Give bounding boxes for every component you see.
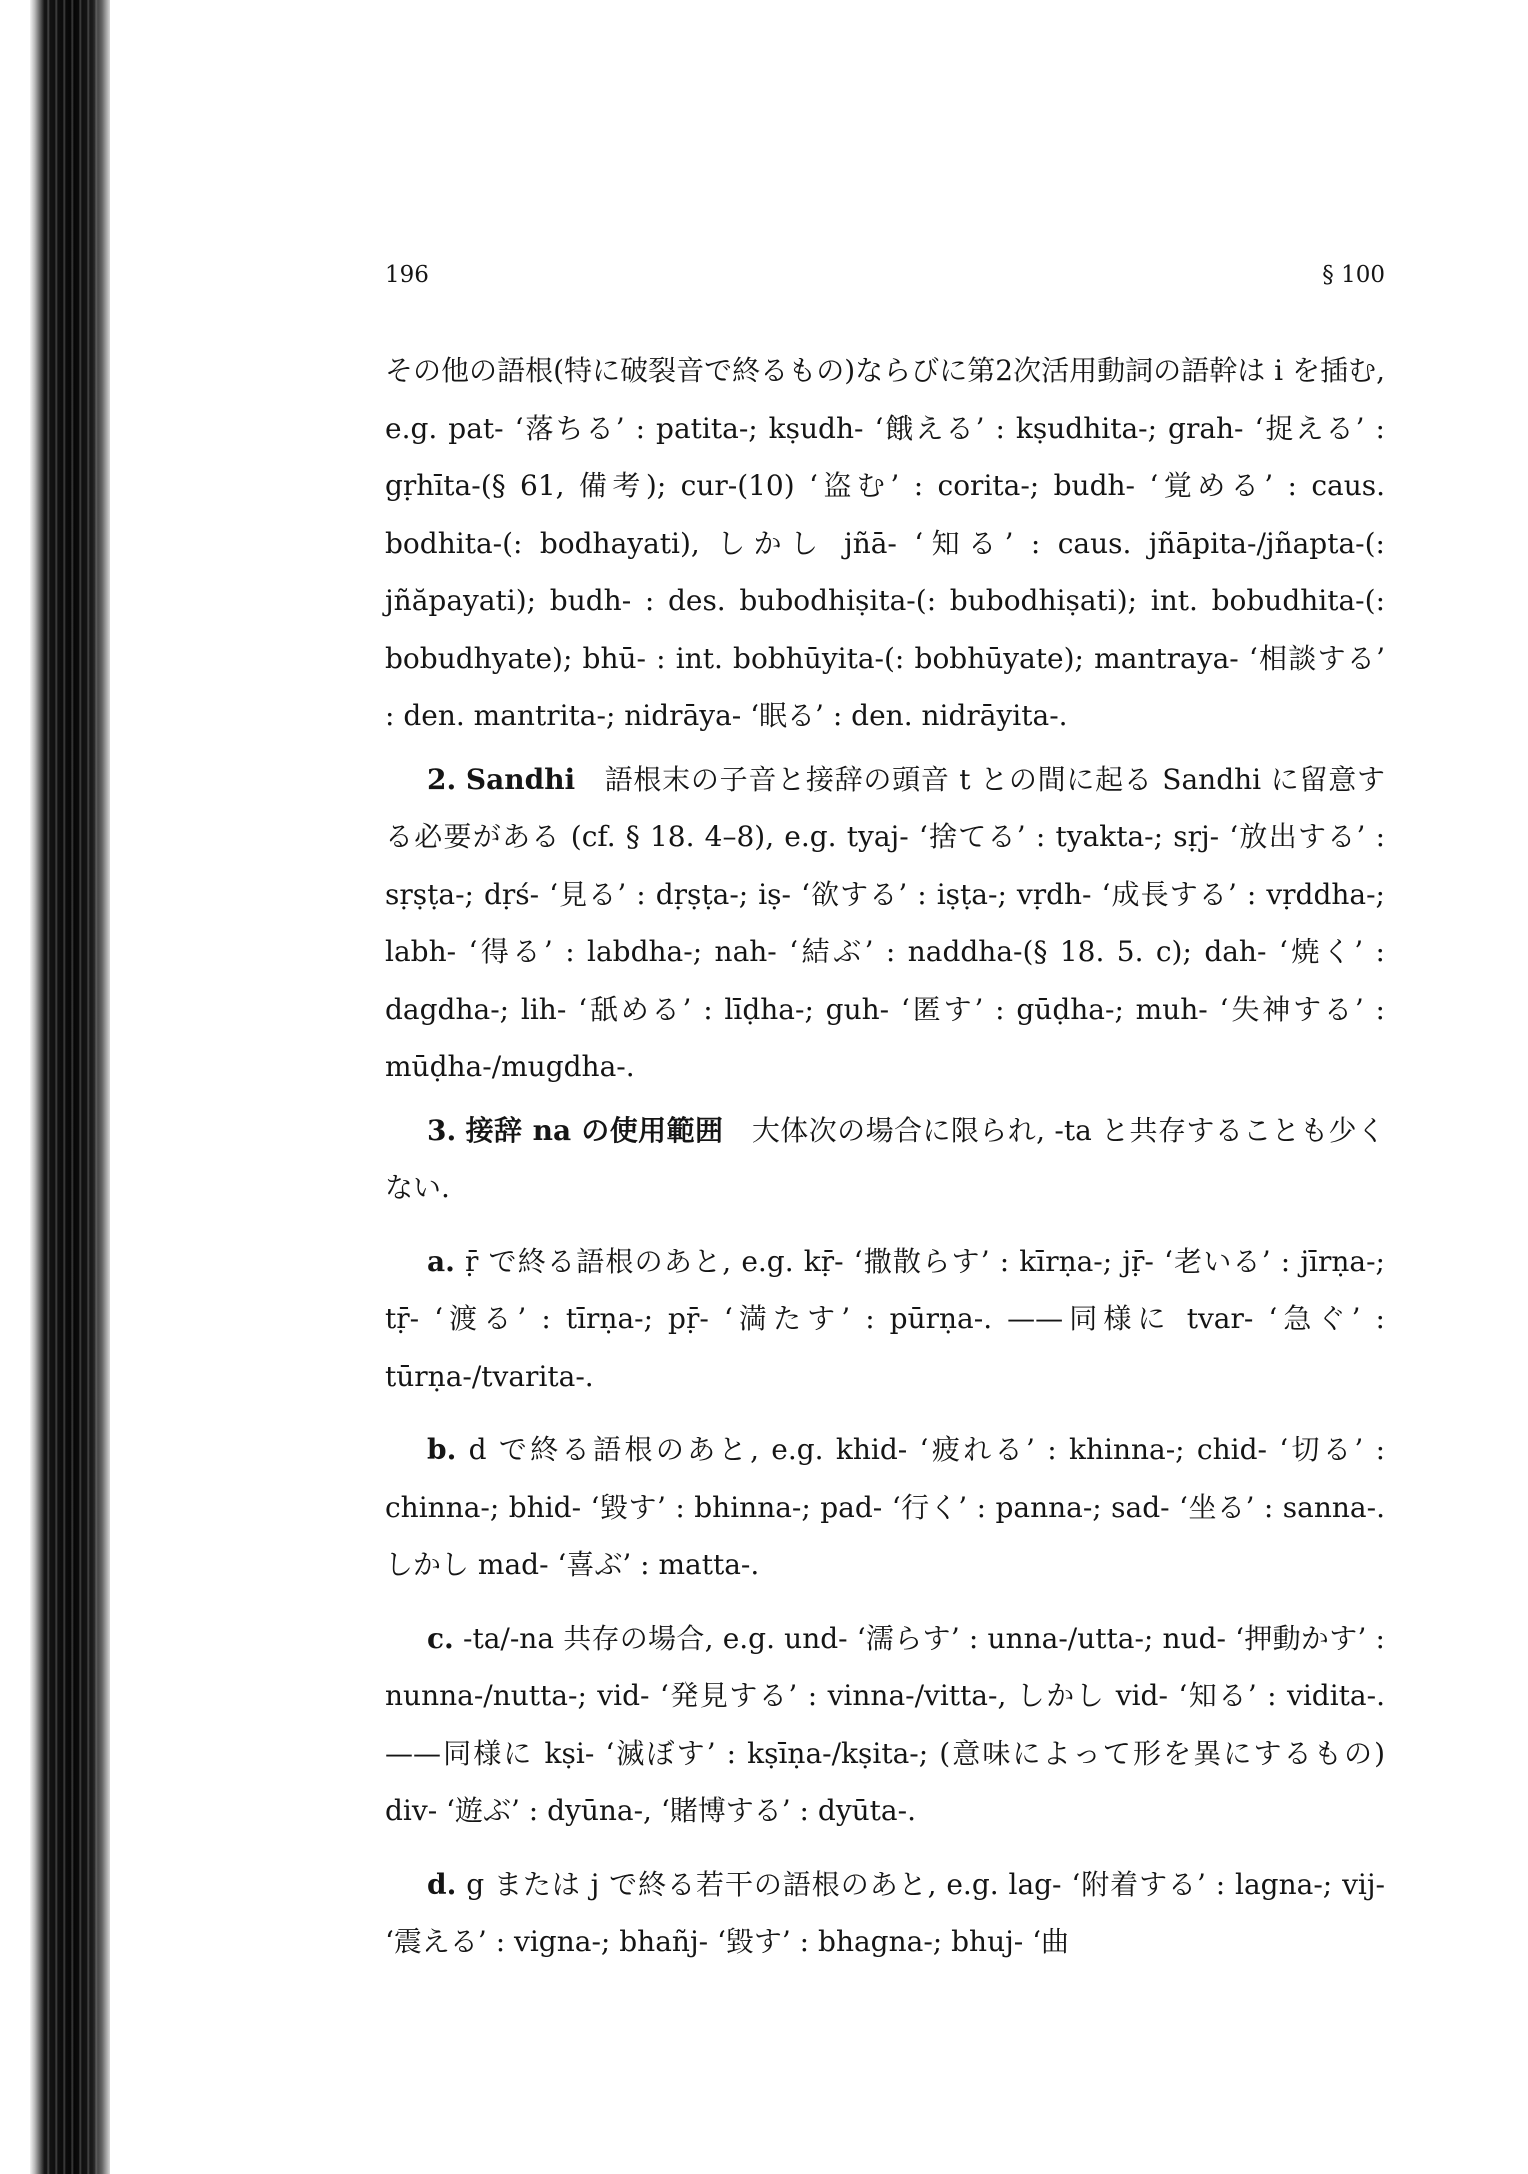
item-a-text: ṝ で終る語根のあと, e.g. kṝ- ‘撒散らす’ : kīrṇa-; jṝ- ‘老いる’ : jīrṇa-; tṝ- ‘渡る’ : tīrṇa-; pṝ- ‘満たす’ : pūrṇa-. ——同様に tvar- ‘急ぐ’ : tūrṇa-/tvarita-. bbox=[385, 1244, 1385, 1393]
section-3-paragraph bbox=[385, 1102, 1385, 1217]
section-3-title: 接辞 na の使用範囲 bbox=[465, 1113, 724, 1147]
intro-paragraph: その他の語根(特に破裂音で終るもの)ならびに第2次活用動詞の語幹は i を插む, e.g. pat- ‘落ちる’ : patita-; kṣudh- ‘餓える’ : kṣudhita-; grah- ‘捉える’ : gṛhīta-(§ 61, 備考); cur-(10) ‘盗む’ : corita-; budh- ‘覚める’ : caus. bodhita-(: bodhayati), しかし jñā- ‘知る’ : caus. jñāpita-/jñapta-(: jñăpayati); budh- : des. bubodhiṣita-(: bubodhiṣati); int. bobudhita-(: bobudhyate); bhū- : int. bobhūyita-(: bobhūyate); mantraya- ‘相談する’ : den. mantrita-; nidrāya- ‘眠る’ : den. nidrāyita-. bbox=[385, 354, 1385, 732]
item-a-paragraph bbox=[385, 1233, 1385, 1406]
item-b-text: d で終る語根のあと, e.g. khid- ‘疲れる’ : khinna-; chid- ‘切る’ : chinna-; bhid- ‘毀す’ : bhinna-; pad- ‘行く’ : panna-; sad- ‘坐る’ : sanna-. しかし mad- ‘喜ぶ’ : matta-. bbox=[385, 1433, 1385, 1581]
body-text bbox=[385, 342, 1385, 1971]
item-c-paragraph bbox=[385, 1610, 1385, 1840]
section-2-title: Sandhi bbox=[465, 762, 576, 796]
item-a-label: a. bbox=[427, 1244, 455, 1278]
page-content bbox=[385, 262, 1385, 1971]
item-d-paragraph bbox=[385, 1856, 1385, 1971]
binding-texture bbox=[42, 0, 100, 2174]
item-d-text: g または j で終る若干の語根のあと, e.g. lag- ‘附着する’ : lagna-; vij- ‘震える’ : vigna-; bhañj- ‘毀す’ : bhagna-; bhuj- ‘曲 bbox=[385, 1867, 1385, 1958]
section-2-paragraph bbox=[385, 751, 1385, 1096]
page-number: 196 bbox=[385, 262, 429, 288]
item-d-label: d. bbox=[427, 1867, 457, 1901]
section-2-number: 2. bbox=[427, 762, 457, 796]
section-3-number: 3. bbox=[427, 1113, 457, 1147]
section-marker: § 100 bbox=[1322, 262, 1385, 288]
item-b-paragraph bbox=[385, 1421, 1385, 1594]
item-c-label: c. bbox=[427, 1621, 454, 1655]
item-c-text: -ta/-na 共存の場合, e.g. und- ‘濡らす’ : unna-/utta-; nud- ‘押動かす’ : nunna-/nutta-; vid- ‘発見する’ : vinna-/vitta-, しかし vid- ‘知る’ : vidita-. ——同様に kṣi- ‘滅ぼす’ : kṣīṇa-/kṣita-; (意味によって形を異にするもの) div- ‘遊ぶ’ : dyūna-, ‘賭博する’ : dyūta-. bbox=[385, 1621, 1385, 1827]
running-header bbox=[385, 262, 1385, 302]
item-b-label: b. bbox=[427, 1433, 457, 1466]
section-3-text: 大体次の場合に限られ, -ta と共存することも少くない. bbox=[385, 1113, 1385, 1204]
section-2-text: 語根末の子音と接辞の頭音 t との間に起る Sandhi に留意する必要がある (cf. § 18. 4–8), e.g. tyaj- ‘捨てる’ : tyakta-; sṛj- ‘放出する’ : sṛṣṭa-; dṛś- ‘見る’ : dṛṣṭa-; iṣ- ‘欲する’ : iṣṭa-; vṛdh- ‘成長する’ : vṛddha-; labh- ‘得る’ : labdha-; nah- ‘結ぶ’ : naddha-(§ 18. 5. c); dah- ‘焼く’ : dagdha-; lih- ‘舐める’ : līḍha-; guh- ‘匿す’ : gūḍha-; muh- ‘失神する’ : mūḍha-/mugdha-. bbox=[385, 762, 1385, 1083]
